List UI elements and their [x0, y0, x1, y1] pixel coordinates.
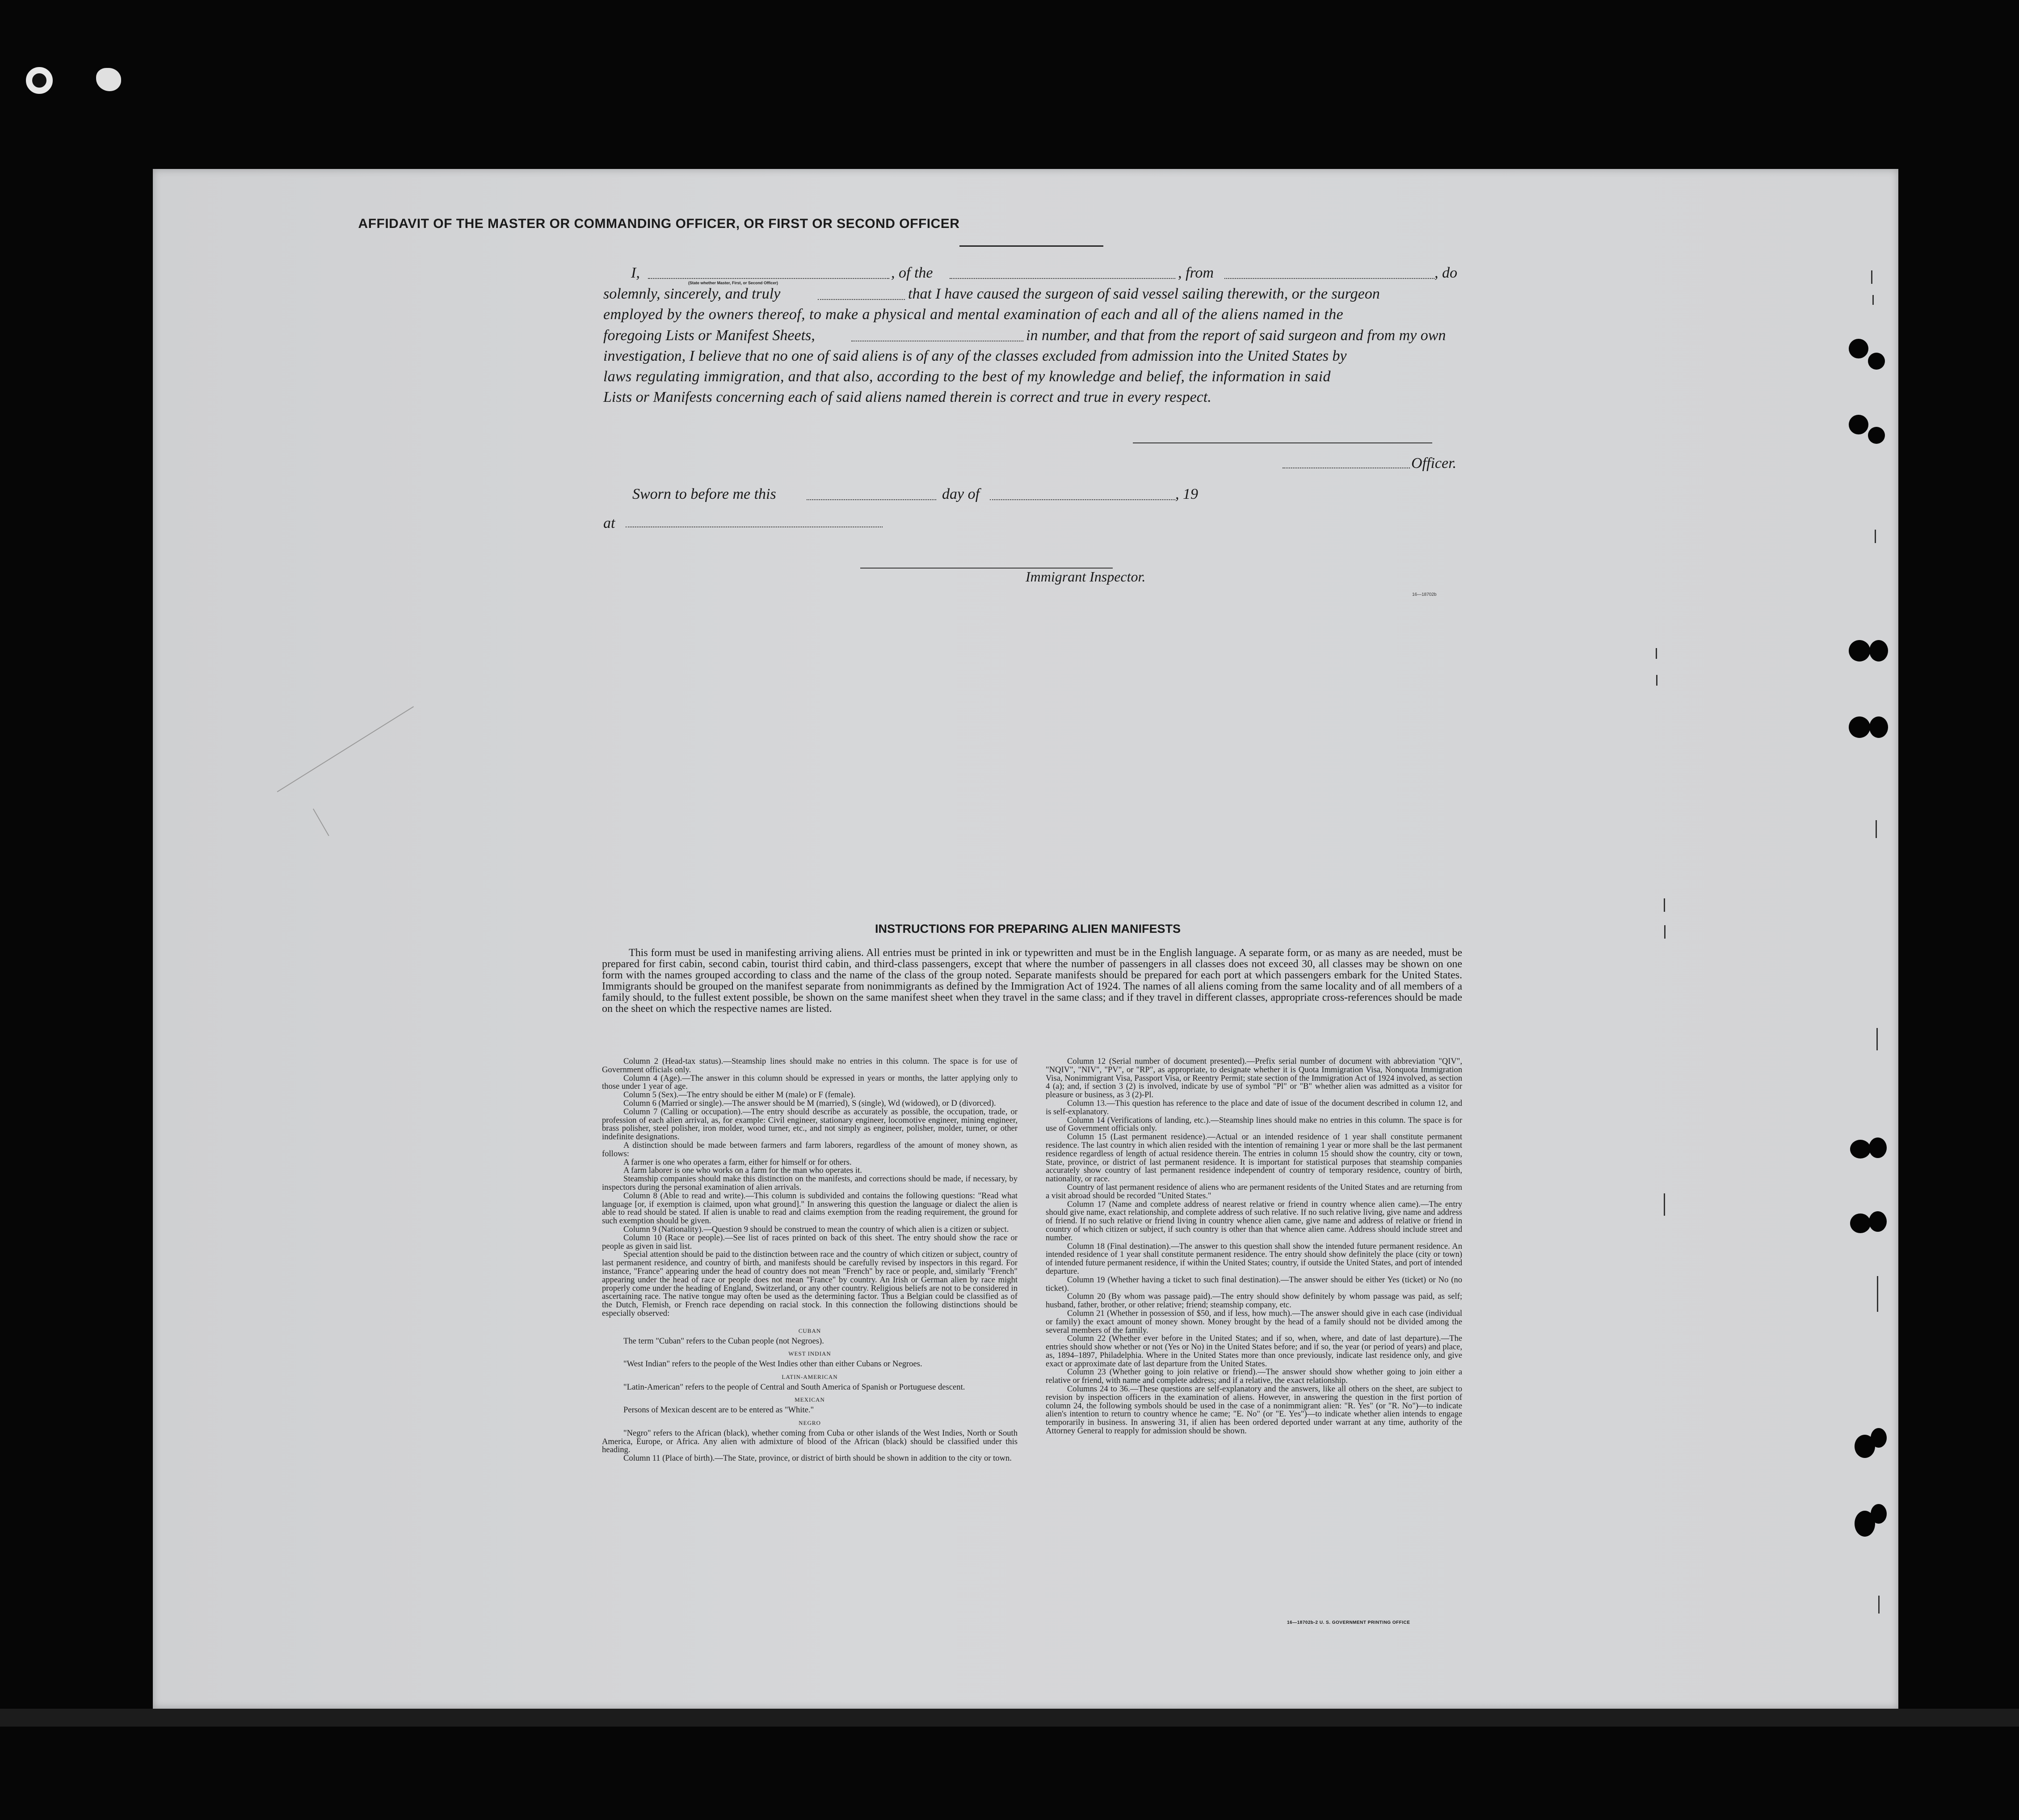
instruction-paragraph: Column 15 (Last permanent residence).—Actual or an intended residence of 1 year shall constitute permanent residence. The last country in which alien resided with the intention of remaining 1 year or more shall be the last permanent residence regardless of length of actual residence therein. The entries in column 15 should show the country, city or town, State, province, or district of last permanent residence. It is important for statistical purposes that steamship companies accurately show country of last permanent residence independent of country of temporary residence, country of birth, nationality, or race. [1046, 1132, 1462, 1184]
edge-mark [1876, 1028, 1878, 1050]
punch-hole [1849, 716, 1870, 738]
instructions-right-column [1046, 1057, 1462, 1436]
instruction-paragraph: Column 6 (Married or single).—The answer should be M (married), S (single), Wd (widowed), or D (divorced). [623, 1098, 996, 1108]
punch-hole [1869, 640, 1888, 661]
affidavit-title: AFFIDAVIT OF THE MASTER OR COMMANDING OFFICER, OR FIRST OR SECOND OFFICER [358, 216, 960, 231]
race-definition: "Latin-American" refers to the people of Central and South America of Spanish or Portuguese descent. [623, 1382, 965, 1392]
instruction-paragraph: Column 22 (Whether ever before in the United States; and if so, when, where, and date of last departure).—The entries should show whether or not (Yes or No) in the United States before; and if so, the year (or period of years) and place, as, 1894–1897, Philadelphia. Where in the United States more than once previously, indicate last residence only, and give exact or approximate date of last departure from the United States. [1046, 1334, 1462, 1369]
punch-hole [1868, 427, 1885, 444]
officer-rank-field[interactable] [648, 278, 889, 279]
instruction-paragraph: Country of last permanent residence of aliens who are permanent residents of the United States and are returning from a visit abroad should be recorded "United States." [1046, 1182, 1462, 1201]
instruction-paragraph: Column 8 (Able to read and write).—This column is subdivided and contains the following questions: "Read what language [or, if exemption is claimed, upon what ground]." In answering this question the language or dialect the alien is able to read should be stated. If alien is unable to read and claims exemption from the reading requirement, the ground for such exemption should be given. [602, 1191, 1018, 1226]
film-frame-mark-blot [96, 68, 121, 91]
affidavit-form-number: 16—18702b [1412, 592, 1437, 597]
sworn-month-field[interactable] [990, 499, 1175, 500]
race-definition: "Negro" refers to the African (black), whether coming from Cuba or other islands of the West Indies, North or South America, Europe, or Africa. Any alien with admixture of blood of the African (black) should be classified under this heading. [602, 1428, 1018, 1455]
affidavit-line-4b: in number, and that from the report of said surgeon and from my own [1026, 327, 1446, 344]
officer-rank-note: (State whether Master, First, or Second Officer) [688, 281, 778, 285]
race-definition: "West Indian" refers to the people of the West Indies other than either Cubans or Negroes. [623, 1359, 922, 1369]
sworn-day-field[interactable] [807, 499, 936, 500]
signature-line[interactable] [1133, 442, 1432, 443]
instruction-paragraph: Column 9 (Nationality).—Question 9 should be construed to mean the country of which alien is a citizen or subject. [623, 1224, 1009, 1234]
punch-hole [1849, 415, 1868, 434]
affirmation-field[interactable] [818, 299, 905, 300]
edge-mark [1878, 1596, 1880, 1614]
race-definition: Persons of Mexican descent are to be entered as "White." [623, 1405, 814, 1415]
punch-hole [1871, 1504, 1887, 1524]
officer-label: Officer. [1411, 455, 1457, 472]
at-label: at [603, 515, 615, 531]
instruction-paragraph: Special attention should be paid to the distinction between race and the country of which citizen or subject, country of last permanent residence, and country of birth, and manifests should be carefully revised by inspectors in this regard. For instance, "France" appearing under the head of country does not mean "French" by race or people, and, similarly "French" appearing under the head of race or people does not mean "France" by country. An Irish or German alien by race might properly come under the heading of England, Switzerland, or any other country. Religious beliefs are not to be considered in ascertaining race. The native tongue may often be used as the determining factor. Thus a Belgian could be classified as of the Dutch, Flemish, or French race depending on racial stock. In this connection the following distinctions should be especially observed: [602, 1250, 1018, 1318]
inspector-label: Immigrant Inspector. [1026, 569, 1146, 585]
affidavit-i: I, [631, 265, 640, 281]
punch-hole [1869, 1211, 1887, 1232]
punch-hole [1849, 339, 1868, 358]
instruction-paragraph: Column 17 (Name and complete address of nearest relative or friend in country whence alien came).—The entry should give name, exact relationship, and complete address of such relative. If no such relative living, give name and address of friend. If no such relative or friend living in country whence alien came, give name and address of relative or friend in country of which citizen or subject, if such country is other than that whence alien came. Address should include street and number. [1046, 1199, 1462, 1243]
instruction-paragraph: Column 4 (Age).—The answer in this column should be expressed in years or months, the latter applying only to those under 1 year of age. [602, 1073, 1018, 1091]
instruction-paragraph: Column 19 (Whether having a ticket to such final destination).—The answer should be either Yes (ticket) or No (no ticket). [1046, 1275, 1462, 1293]
affidavit-line-3: employed by the owners thereof, to make a physical and mental examination of each and all of the aliens named in the [603, 306, 1344, 323]
instructions-title: INSTRUCTIONS FOR PREPARING ALIEN MANIFESTS [875, 922, 1181, 935]
title-rule [959, 245, 1103, 247]
race-heading: LATIN-AMERICAN [782, 1373, 838, 1380]
instruction-paragraph: Column 18 (Final destination).—The answer to this question shall show the intended future permanent residence. An intended residence of 1 year shall constitute permanent residence. The entry should show definitely the place (city or town) of intended future permanent residence, if within the United States; country, if outside the United States, and port of intended departure. [1046, 1241, 1462, 1276]
instruction-paragraph: Column 10 (Race or people).—See list of races printed on back of this sheet. The entry should show the race or people as given in said list. [602, 1233, 1018, 1251]
edge-mark [1664, 1193, 1665, 1216]
affidavit-line-7: Lists or Manifests concerning each of said aliens named therein is correct and true in every respect. [603, 389, 1211, 405]
affidavit-line-2b: that I have caused the surgeon of said vessel sailing therewith, or the surgeon [908, 286, 1380, 302]
departure-port-field[interactable] [1224, 278, 1434, 279]
instruction-paragraph: Column 21 (Whether in possession of $50, and if less, how much).—The answer should give in each case (individual or family) the exact amount of money shown. Money brought by the head of a family should not be divided among the several members of the family. [1046, 1308, 1462, 1335]
instruction-paragraph: Column 12 (Serial number of document presented).—Prefix serial number of document with abbreviation "QIV", "NQIV", "NIV", "PV", or "RP", as appropriate, to designate whether it is Quota Immigration Visa, Nonquota Immigration Visa, Nonimmigrant Visa, Passport Visa, or Reentry Permit; state section of the Immigration Act of 1924 involved, as section 4 (a); and, if section 3 (2) is involved, indicate by use of symbol "Pl" or "B" whether alien was admitted as a visitor for pleasure or business, as 3 (2)-Pl. [1046, 1057, 1462, 1100]
instruction-paragraph: Column 14 (Verifications of landing, etc.).—Steamship lines should make no entries in this column. The space is for use of Government officials only. [1046, 1115, 1462, 1133]
punch-hole [1850, 1213, 1871, 1233]
punch-hole [1868, 353, 1885, 370]
film-frame-mark-circle [26, 67, 53, 94]
instruction-paragraph: A farm laborer is one who works on a farm for the man who operates it. [623, 1166, 862, 1175]
affidavit-line-4a: foregoing Lists or Manifest Sheets, [603, 327, 815, 344]
race-heading: CUBAN [798, 1327, 821, 1334]
race-definition: The term "Cuban" refers to the Cuban people (not Negroes). [623, 1336, 824, 1346]
punch-hole [1850, 1140, 1871, 1159]
sworn-year: , 19 [1175, 486, 1198, 502]
film-edge-shadow [0, 1709, 2019, 1727]
spacer [602, 1318, 1018, 1323]
instructions-intro: This form must be used in manifesting arriving aliens. All entries must be printed in ink or typewritten and must be in the English language. A separate form, or as many as are needed, must be prepared for first cabin, second cabin, tourist third cabin, and third-class passengers, except that where the number of passengers in all classes does not exceed 30, all classes may be shown on one form with the names grouped according to class and the name of the class of the group noted. Separate manifests should be prepared for each port at which passengers embark for the United States. Immigrants should be grouped on the manifest separate from nonimmigrants as defined by the Immigration Act of 1924. The names of all aliens coming from the same locality and of all members of a family should, to the fullest extent possible, be shown on the same manifest sheet when they travel in the same class; and if they travel in different classes, appropriate cross-references should be made on the sheet on which the respective names are listed. [602, 947, 1462, 1015]
punch-hole [1871, 1428, 1887, 1448]
affidavit-of-the: , of the [891, 265, 933, 281]
instruction-paragraph: A distinction should be made between farmers and farm laborers, regardless of the amount of money shown, as follows: [602, 1140, 1018, 1159]
instruction-paragraph: A farmer is one who operates a farm, either for himself or for others. [623, 1157, 852, 1167]
affidavit-line-5: investigation, I believe that no one of said aliens is of any of the classes excluded from admission into the United States by [603, 348, 1347, 364]
affidavit-line-6: laws regulating immigration, and that also, according to the best of my knowledge and belief, the information in said [603, 368, 1331, 385]
edge-mark [1656, 648, 1657, 659]
instruction-paragraph: Column 13.—This question has reference to the place and date of issue of the document described in column 12, and is self-explanatory. [1046, 1098, 1462, 1116]
edge-mark [1872, 295, 1874, 305]
punch-hole [1869, 716, 1888, 738]
affidavit-do: , do [1434, 265, 1457, 281]
instruction-paragraph: Column 23 (Whether going to join relative or friend).—The answer should show whether going to join either a relative or friend, with name and complete address; and if a relative, the exact relationship. [1046, 1367, 1462, 1386]
punch-hole [1849, 640, 1870, 661]
sworn-text: Sworn to before me this [632, 486, 776, 502]
punch-hole [1869, 1138, 1887, 1158]
edge-mark [1877, 1276, 1878, 1312]
instruction-paragraph: Column 20 (By whom was passage paid).—The entry should show definitely by whom passage was paid, as self; husband, father, brother, or other relative; friend; steamship company, etc. [1046, 1292, 1462, 1310]
instruction-paragraph: Column 11 (Place of birth).—The State, province, or district of birth should be shown in addition to the city or town. [623, 1453, 1012, 1463]
vessel-name-field[interactable] [950, 278, 1175, 279]
affidavit-from: , from [1178, 265, 1214, 281]
instruction-paragraph: Steamship companies should make this distinction on the manifests, and corrections should be made, if necessary, by inspectors during the personal examination of alien arrivals. [602, 1174, 1018, 1192]
sworn-day-of: day of [942, 486, 980, 502]
edge-mark [1664, 925, 1666, 939]
edge-mark [1664, 898, 1665, 912]
instruction-paragraph: Columns 24 to 36.—These questions are self-explanatory and the answers, like all others on the sheet, are subject to revision by inspection officers in the examination of aliens. However, in answering the question in the first portion of column 24, the following symbols should be used in the case of a nonimmigrant alien: "R. Yes" (or "R. No")—to indicate alien's intention to return to country whence he came; "E. No" (or "E. Yes")—to indicate whether alien intends to engage temporarily in business. In answering 31, if alien has been ordered deported under warrant at any time, authority of the Attorney General to reapply for admission should be shown. [1046, 1384, 1462, 1436]
edge-mark [1875, 530, 1876, 543]
edge-mark [1871, 270, 1872, 284]
instruction-paragraph: Column 2 (Head-tax status).—Steamship lines should make no entries in this column. The space is for use of Government officials only. [602, 1057, 1018, 1074]
printing-office-footer: 16—18702b-2 U. S. GOVERNMENT PRINTING OFFICE [1287, 1620, 1410, 1625]
affidavit-line-2a: solemnly, sincerely, and truly [603, 286, 781, 302]
edge-mark [1656, 675, 1657, 686]
race-heading: WEST INDIAN [788, 1350, 831, 1357]
edge-mark [1876, 820, 1877, 838]
race-heading: MEXICAN [795, 1396, 825, 1403]
race-heading: NEGRO [799, 1420, 821, 1427]
instruction-paragraph: Column 5 (Sex).—The entry should be either M (male) or F (female). [623, 1090, 855, 1100]
instructions-left-column [602, 1057, 1018, 1463]
instruction-paragraph: Column 7 (Calling or occupation).—The entry should describe as accurately as possible, the occupation, trade, or profession of each alien arrival, as, for example: Civil engineer, stationary engineer, locomotive engineer, mining engineer, brass polisher, steel polisher, iron molder, wood turner, etc., and not simply as engineer, polisher, molder, turner, or other indefinite designations. [602, 1107, 1018, 1142]
